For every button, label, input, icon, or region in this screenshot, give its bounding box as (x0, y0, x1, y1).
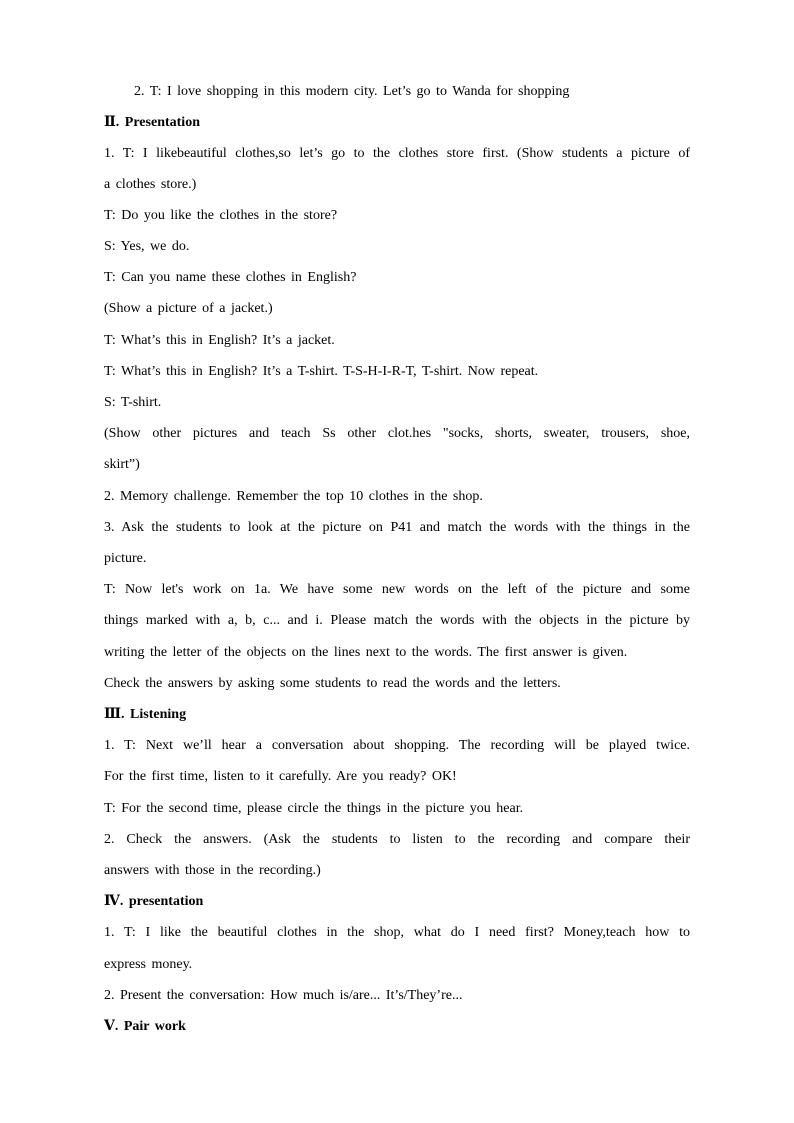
paragraph-line: 2. Present the conversation: How much is/are... It’s/They’re... (104, 988, 463, 1003)
stage-direction: (Show a picture of a jacket.) (104, 301, 273, 316)
paragraph-line: express money. (104, 957, 193, 972)
paragraph-line: 2. Check the answers. (Ask the students to listen to the recording and compare their (104, 832, 690, 847)
paragraph-line: 3. Ask the students to look at the picture on P41 and match the words with the things in the (104, 520, 690, 535)
paragraph-line: Check the answers by asking some students to read the words and the letters. (104, 676, 561, 691)
paragraph-line: 2. Memory challenge. Remember the top 10 clothes in the shop. (104, 489, 483, 504)
section-heading-listening: Ⅲ. Listening (104, 707, 187, 722)
dialogue-line: S: T-shirt. (104, 395, 162, 410)
dialogue-line: T: What’s this in English? It’s a T-shirt. T-S-H-I-R-T, T-shirt. Now repeat. (104, 364, 539, 379)
dialogue-line: T: What’s this in English? It’s a jacket. (104, 333, 335, 348)
paragraph-line: 1. T: I like the beautiful clothes in the shop, what do I need first? Money,teach how to (104, 925, 690, 940)
stage-direction: skirt”) (104, 457, 140, 472)
dialogue-line: T: Do you like the clothes in the store? (104, 208, 338, 223)
section-heading-presentation: Ⅱ. Presentation (104, 115, 200, 130)
intro-step-2: 2. T: I love shopping in this modern city. Let’s go to Wanda for shopping (134, 84, 570, 99)
dialogue-line: S: Yes, we do. (104, 239, 190, 254)
paragraph-line: a clothes store.) (104, 177, 197, 192)
paragraph-line: 1. T: I likebeautiful clothes,so let’s go to the clothes store first. (Show students a picture of (104, 146, 690, 161)
section-heading-pair-work: Ⅴ. Pair work (104, 1019, 186, 1034)
paragraph-line: answers with those in the recording.) (104, 863, 321, 878)
paragraph-line: T: For the second time, please circle the things in the picture you hear. (104, 801, 524, 816)
paragraph-line: writing the letter of the objects on the lines next to the words. The first answer is given. (104, 645, 628, 660)
paragraph-line: things marked with a, b, c... and i. Please match the words with the objects in the picture by (104, 613, 690, 628)
stage-direction: (Show other pictures and teach Ss other clot.hes "socks, shorts, sweater, trousers, shoe, (104, 426, 690, 441)
paragraph-line: T: Now let's work on 1a. We have some new words on the left of the picture and some (104, 582, 690, 597)
section-heading-presentation-2: Ⅳ. presentation (104, 894, 204, 909)
paragraph-line: 1. T: Next we’ll hear a conversation about shopping. The recording will be played twice. (104, 738, 690, 753)
dialogue-line: T: Can you name these clothes in English? (104, 270, 357, 285)
paragraph-line: For the first time, listen to it carefully. Are you ready? OK! (104, 769, 457, 784)
paragraph-line: picture. (104, 551, 147, 566)
